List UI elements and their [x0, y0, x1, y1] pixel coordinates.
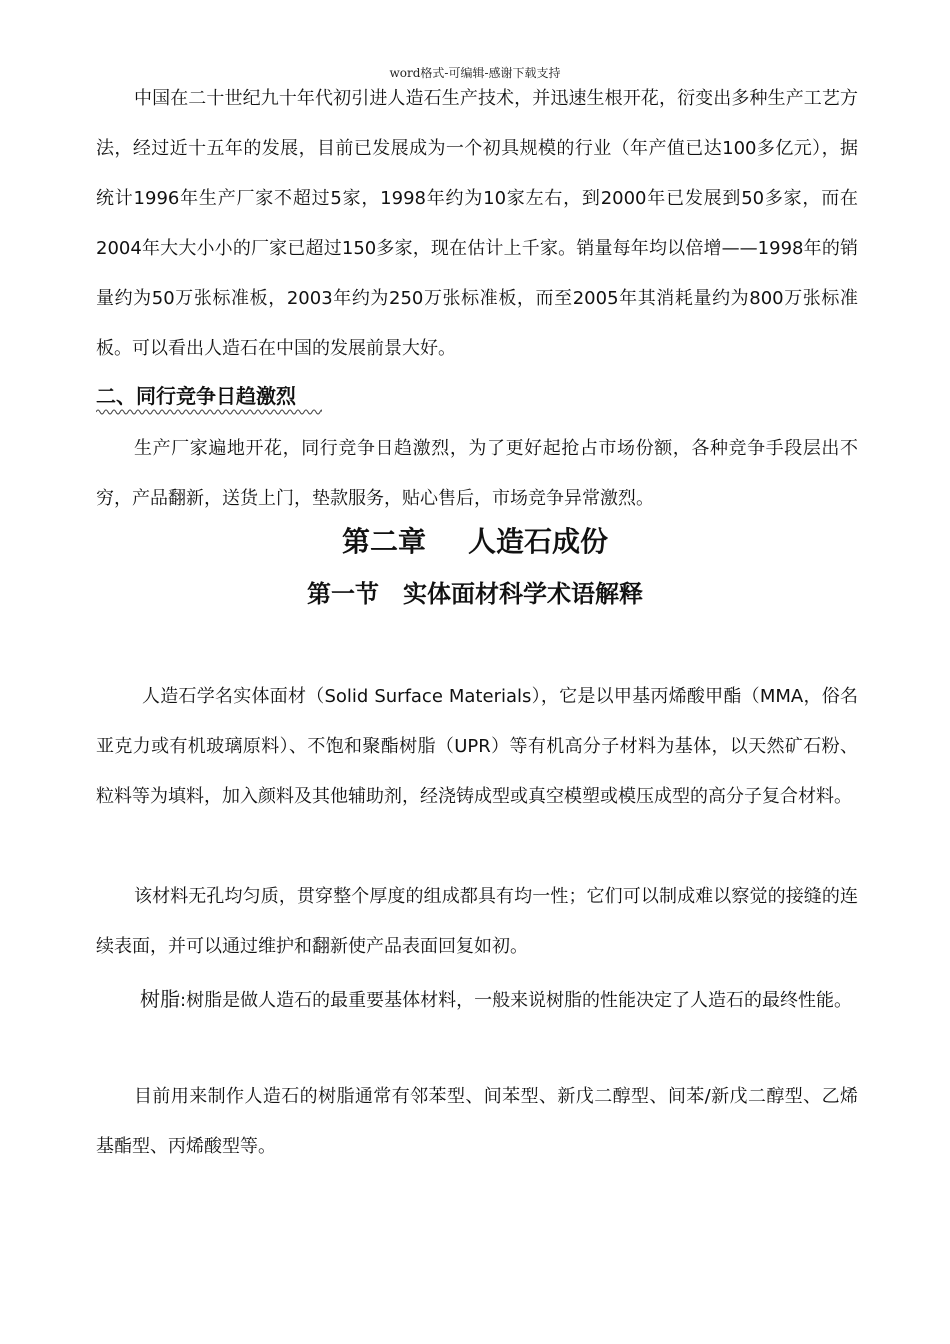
intro-paragraph: 中国在二十世纪九十年代初引进人造石生产技术，并迅速生根开花，衍变出多种生产工艺方法，经过近十五年的发展，目前已发展成为一个初具规模的行业（年产值已达100多亿元），据统计1996年生产厂家不超过5家，1998年约为10家左右，到2000年已发展到50多家，而在2004年大大小小的厂家已超过150多家，现在估计上千家。销量每年均以倍增——1998年的销量约为50万张标准板，2003年约为250万张标准板，而至2005年其消耗量约为800万张标准板。可以看出人造石在中国的发展前景大好。: [96, 88, 858, 359]
section-number: 第一节: [307, 580, 379, 608]
page-header: word格式-可编辑-感谢下载支持: [389, 66, 561, 80]
chapter-title: [0, 520, 950, 564]
properties-paragraph: 该材料无孔均匀质，贯穿整个厚度的组成都具有均一性；它们可以制成难以察觉的接缝的连续表面，并可以通过维护和翻新使产品表面回复如初。: [96, 886, 858, 957]
wavy-underline: [96, 408, 322, 416]
section-title: [0, 574, 950, 614]
resin-description: :树脂是做人造石的最重要基体材料，一般来说树脂的性能决定了人造石的最终性能。: [180, 990, 853, 1011]
chapter-number: 第二章: [341, 525, 426, 558]
section-name: 实体面材科学术语解释: [403, 580, 643, 608]
definition-paragraph: 人造石学名实体面材（Solid Surface Materials），它是以甲基丙烯酸甲酯（MMA，俗名亚克力或有机玻璃原料）、不饱和聚酯树脂（UPR）等有机高分子材料为基体，以天然矿石粉、粒料等为填料，加入颜料及其他辅助剂，经浇铸成型或真空模塑或模压成型的高分子复合材料。: [96, 686, 858, 807]
chapter-name: 人造石成份: [468, 525, 609, 558]
competition-paragraph: 生产厂家遍地开花，同行竞争日趋激烈，为了更好起抢占市场份额，各种竞争手段层出不穷，产品翻新，送货上门，垫款服务，贴心售后，市场竞争异常激烈。: [96, 438, 858, 509]
section-heading-competition: 二、同行竞争日趋激烈: [96, 384, 296, 408]
resin-term: 树脂: [140, 987, 180, 1011]
resin-paragraph: [96, 974, 858, 1026]
resin-types-paragraph: 目前用来制作人造石的树脂通常有邻苯型、间苯型、新戊二醇型、间苯/新戊二醇型、乙烯基酯型、丙烯酸型等。: [96, 1086, 858, 1157]
